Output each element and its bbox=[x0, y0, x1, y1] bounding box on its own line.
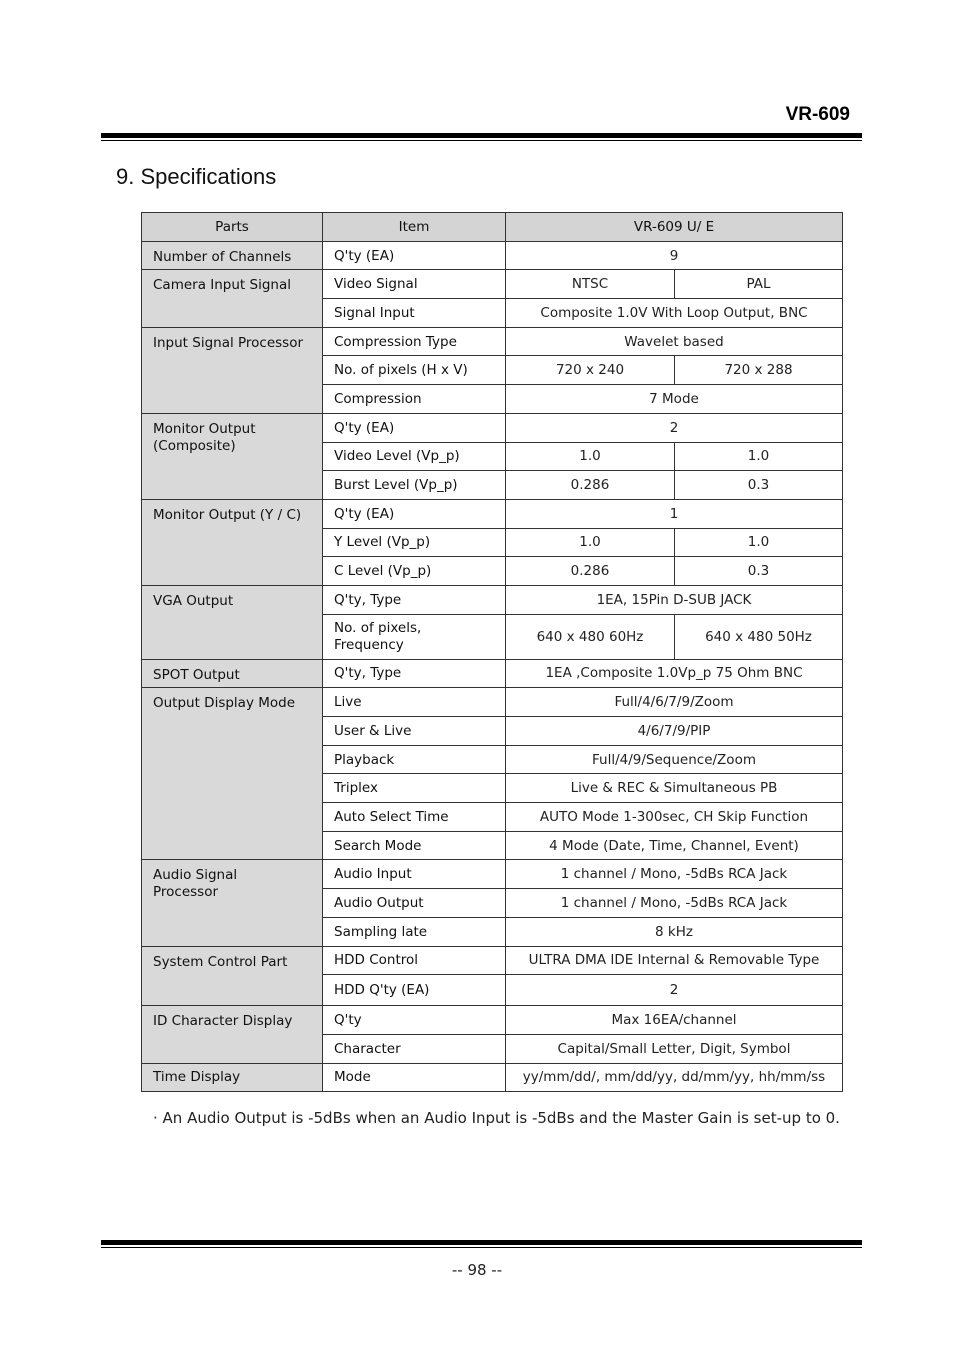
spec-value-pal: 720 x 288 bbox=[675, 356, 843, 385]
section-title: 9. Specifications bbox=[116, 164, 277, 189]
spec-value: Full/4/6/7/9/Zoom bbox=[506, 688, 843, 717]
item-name: No. of pixels, Frequency bbox=[323, 614, 506, 659]
spec-value-pal: 1.0 bbox=[675, 442, 843, 471]
item-name: Video Level (Vp_p) bbox=[323, 442, 506, 471]
spec-value: 1EA ,Composite 1.0Vp_p 75 Ohm BNC bbox=[506, 659, 843, 688]
part-name: Output Display Mode bbox=[142, 688, 323, 860]
item-name: Mode bbox=[323, 1063, 506, 1092]
part-name: SPOT Output bbox=[142, 659, 323, 688]
header-rule-thick bbox=[101, 133, 862, 138]
part-name: VGA Output bbox=[142, 585, 323, 659]
spec-value: 8 kHz bbox=[506, 917, 843, 946]
table-header-row bbox=[142, 213, 843, 242]
spec-value-pal: PAL bbox=[675, 270, 843, 299]
item-name: HDD Q'ty (EA) bbox=[323, 975, 506, 1006]
part-name: Audio Signal Processor bbox=[142, 860, 323, 946]
item-name: Playback bbox=[323, 745, 506, 774]
spec-value: 2 bbox=[506, 413, 843, 442]
spec-value-pal: 1.0 bbox=[675, 528, 843, 557]
spec-value-pal: 640 x 480 50Hz bbox=[675, 614, 843, 659]
spec-value-pal: 0.3 bbox=[675, 471, 843, 500]
footer-rule-thin bbox=[101, 1247, 862, 1249]
footnote-text: · An Audio Output is -5dBs when an Audio Input is -5dBs and the Master Gain is set-up to 0. bbox=[153, 1109, 840, 1127]
document-header-model: VR-609 bbox=[785, 104, 850, 125]
spec-value: Wavelet based bbox=[506, 327, 843, 356]
spec-value: Full/4/9/Sequence/Zoom bbox=[506, 745, 843, 774]
item-name: Signal Input bbox=[323, 299, 506, 328]
item-name: Live bbox=[323, 688, 506, 717]
spec-value-ntsc: 640 x 480 60Hz bbox=[506, 614, 675, 659]
spec-value-ntsc: 1.0 bbox=[506, 442, 675, 471]
item-name: Q'ty bbox=[323, 1006, 506, 1035]
spec-value: Composite 1.0V With Loop Output, BNC bbox=[506, 299, 843, 328]
spec-value: Capital/Small Letter, Digit, Symbol bbox=[506, 1034, 843, 1063]
spec-value-ntsc: NTSC bbox=[506, 270, 675, 299]
page-number: -- 98 -- bbox=[451, 1261, 503, 1279]
part-name: Monitor Output (Composite) bbox=[142, 413, 323, 499]
spec-value: 9 bbox=[506, 241, 843, 270]
spec-value-ntsc: 1.0 bbox=[506, 528, 675, 557]
item-name: Audio Output bbox=[323, 889, 506, 918]
spec-value: 4 Mode (Date, Time, Channel, Event) bbox=[506, 831, 843, 860]
part-name: Camera Input Signal bbox=[142, 270, 323, 327]
specifications-table bbox=[141, 212, 843, 1092]
item-name: Burst Level (Vp_p) bbox=[323, 471, 506, 500]
item-name: Y Level (Vp_p) bbox=[323, 528, 506, 557]
part-name: ID Character Display bbox=[142, 1006, 323, 1063]
spec-value: 4/6/7/9/PIP bbox=[506, 717, 843, 746]
header-model: VR-609 U/ E bbox=[506, 213, 843, 242]
table-row bbox=[142, 499, 843, 528]
spec-value: 7 Mode bbox=[506, 385, 843, 414]
item-name: Q'ty (EA) bbox=[323, 499, 506, 528]
item-name: HDD Control bbox=[323, 946, 506, 975]
item-name: Triplex bbox=[323, 774, 506, 803]
spec-value: 1 bbox=[506, 499, 843, 528]
item-name: Q'ty (EA) bbox=[323, 413, 506, 442]
table-row bbox=[142, 585, 843, 614]
item-name: Q'ty, Type bbox=[323, 659, 506, 688]
spec-value-ntsc: 0.286 bbox=[506, 557, 675, 586]
part-name: Number of Channels bbox=[142, 241, 323, 270]
table-row bbox=[142, 241, 843, 270]
header-item: Item bbox=[323, 213, 506, 242]
spec-value: 1 channel / Mono, -5dBs RCA Jack bbox=[506, 889, 843, 918]
item-name: User & Live bbox=[323, 717, 506, 746]
spec-value: 1EA, 15Pin D-SUB JACK bbox=[506, 585, 843, 614]
spec-value-ntsc: 0.286 bbox=[506, 471, 675, 500]
item-name: Video Signal bbox=[323, 270, 506, 299]
item-name: C Level (Vp_p) bbox=[323, 557, 506, 586]
item-name: Q'ty (EA) bbox=[323, 241, 506, 270]
table-row bbox=[142, 688, 843, 717]
item-name: Sampling late bbox=[323, 917, 506, 946]
item-name: Compression Type bbox=[323, 327, 506, 356]
item-name: Audio Input bbox=[323, 860, 506, 889]
item-name: No. of pixels (H x V) bbox=[323, 356, 506, 385]
part-name: Time Display bbox=[142, 1063, 323, 1092]
table-row bbox=[142, 327, 843, 356]
table-row bbox=[142, 1006, 843, 1035]
item-name: Character bbox=[323, 1034, 506, 1063]
table-row bbox=[142, 270, 843, 299]
table-row bbox=[142, 946, 843, 975]
item-name: Search Mode bbox=[323, 831, 506, 860]
item-name: Compression bbox=[323, 385, 506, 414]
part-name: Monitor Output (Y / C) bbox=[142, 499, 323, 585]
spec-value-pal: 0.3 bbox=[675, 557, 843, 586]
spec-value: 1 channel / Mono, -5dBs RCA Jack bbox=[506, 860, 843, 889]
part-name: System Control Part bbox=[142, 946, 323, 1006]
item-name: Q'ty, Type bbox=[323, 585, 506, 614]
header-parts: Parts bbox=[142, 213, 323, 242]
item-name: Auto Select Time bbox=[323, 803, 506, 832]
part-name: Input Signal Processor bbox=[142, 327, 323, 413]
spec-value: yy/mm/dd/, mm/dd/yy, dd/mm/yy, hh/mm/ss bbox=[506, 1063, 843, 1092]
footnote bbox=[153, 1108, 843, 1129]
spec-value: AUTO Mode 1-300sec, CH Skip Function bbox=[506, 803, 843, 832]
spec-value: ULTRA DMA IDE Internal & Removable Type bbox=[506, 946, 843, 975]
table-row bbox=[142, 1063, 843, 1092]
header-rule-thin bbox=[101, 140, 862, 142]
spec-value: Live & REC & Simultaneous PB bbox=[506, 774, 843, 803]
table-row bbox=[142, 413, 843, 442]
spec-value: Max 16EA/channel bbox=[506, 1006, 843, 1035]
table-row bbox=[142, 860, 843, 889]
footer-rule-thick bbox=[101, 1240, 862, 1245]
table-row bbox=[142, 659, 843, 688]
spec-value-ntsc: 720 x 240 bbox=[506, 356, 675, 385]
spec-value: 2 bbox=[506, 975, 843, 1006]
